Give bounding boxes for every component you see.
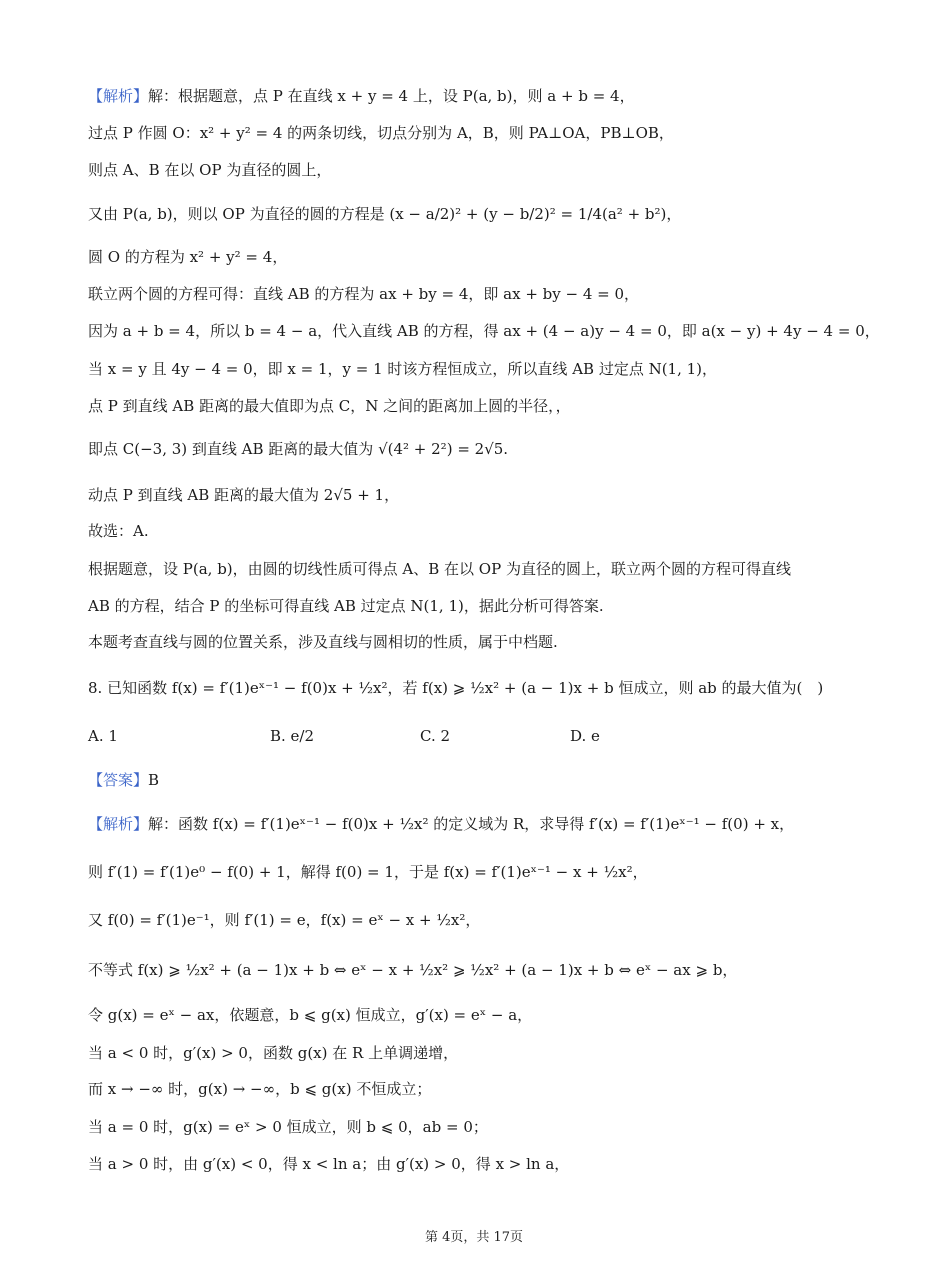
text-line: 则点 A、B 在以 OP 为直径的圆上， bbox=[88, 161, 332, 179]
text-line: 过点 P 作圆 O：x² + y² = 4 的两条切线，切点分别为 A，B，则 PA⊥OA，PB⊥OB， bbox=[88, 124, 674, 142]
option-d: D. e bbox=[570, 727, 600, 745]
text-line: 又由 P(a, b)，则以 OP 为直径的圆的方程是 (x − a/2)² + (y − b/2)² = 1/4(a² + b²)， bbox=[88, 205, 682, 223]
text-line: 【解析】解：函数 f(x) = f′(1)eˣ⁻¹ − f(0)x + ½x² 的定义域为 R，求导得 f′(x) = f′(1)eˣ⁻¹ − f(0) + x， bbox=[88, 815, 795, 833]
text-line: 圆 O 的方程为 x² + y² = 4， bbox=[88, 248, 288, 266]
text-line: 动点 P 到直线 AB 距离的最大值为 2√5 + 1， bbox=[88, 486, 400, 504]
option-a: A. 1 bbox=[88, 727, 118, 745]
option-c: C. 2 bbox=[420, 727, 451, 745]
text-line: 点 P 到直线 AB 距离的最大值即为点 C，N 之间的距离加上圆的半径，， bbox=[88, 397, 571, 415]
text-line: 而 x → −∞ 时，g(x) → −∞，b ⩽ g(x) 不恒成立； bbox=[88, 1080, 432, 1098]
text-line: 【解析】解：根据题意，点 P 在直线 x + y = 4 上，设 P(a, b)，则 a + b = 4， bbox=[88, 87, 635, 105]
text-line: 则 f′(1) = f′(1)e⁰ − f(0) + 1，解得 f(0) = 1，于是 f(x) = f′(1)eˣ⁻¹ − x + ½x²， bbox=[88, 863, 648, 881]
text-line: 令 g(x) = eˣ − ax，依题意，b ⩽ g(x) 恒成立，g′(x) = eˣ − a， bbox=[88, 1006, 533, 1024]
text-line: 又 f(0) = f′(1)e⁻¹，则 f′(1) = e，f(x) = eˣ − x + ½x²， bbox=[88, 911, 481, 929]
text-line: 当 x = y 且 4y − 4 = 0，即 x = 1，y = 1 时该方程恒成立，所以直线 AB 过定点 N(1, 1)， bbox=[88, 360, 718, 378]
text-line: 本题考查直线与圆的位置关系，涉及直线与圆相切的性质，属于中档题. bbox=[88, 633, 558, 651]
text-line: 当 a = 0 时，g(x) = eˣ > 0 恒成立，则 b ⩽ 0，ab = 0； bbox=[88, 1118, 488, 1136]
question-8: 8. 已知函数 f(x) = f′(1)eˣ⁻¹ − f(0)x + ½x²，若 f(x) ⩾ ½x² + (a − 1)x + b 恒成立，则 ab 的最大值为( ) bbox=[88, 679, 824, 697]
text-line: 当 a > 0 时，由 g′(x) < 0，得 x < ln a；由 g′(x) > 0，得 x > ln a， bbox=[88, 1155, 570, 1173]
analysis-tag: 【解析】 bbox=[88, 87, 149, 105]
text-line: AB 的方程，结合 P 的坐标可得直线 AB 过定点 N(1, 1)，据此分析可得答案. bbox=[88, 597, 604, 615]
answer-tag: 【答案】 bbox=[88, 771, 149, 789]
option-b: B. e/2 bbox=[270, 727, 315, 745]
answer-options bbox=[88, 724, 878, 754]
answer-line: 【答案】B bbox=[88, 771, 160, 789]
text-line: 当 a < 0 时，g′(x) > 0，函数 g(x) 在 R 上单调递增， bbox=[88, 1044, 459, 1062]
text-line: 根据题意，设 P(a, b)，由圆的切线性质可得点 A、B 在以 OP 为直径的圆上，联立两个圆的方程可得直线 bbox=[88, 560, 791, 578]
text-line: 即点 C(−3, 3) 到直线 AB 距离的最大值为 √(4² + 2²) = 2√5. bbox=[88, 440, 509, 458]
text-line: 联立两个圆的方程可得：直线 AB 的方程为 ax + by = 4，即 ax + by − 4 = 0， bbox=[88, 285, 640, 303]
text-line: 故选：A. bbox=[88, 522, 149, 540]
analysis-tag: 【解析】 bbox=[88, 815, 149, 833]
text-line: 因为 a + b = 4，所以 b = 4 − a，代入直线 AB 的方程，得 ax + (4 − a)y − 4 = 0，即 a(x − y) + 4y − 4 = 0， bbox=[88, 322, 880, 340]
page-footer: 第 4页，共 17页 bbox=[424, 1230, 524, 1245]
text-line: 不等式 f(x) ⩾ ½x² + (a − 1)x + b ⇔ eˣ − x + ½x² ⩾ ½x² + (a − 1)x + b ⇔ eˣ − ax ⩾ b， bbox=[88, 961, 738, 979]
